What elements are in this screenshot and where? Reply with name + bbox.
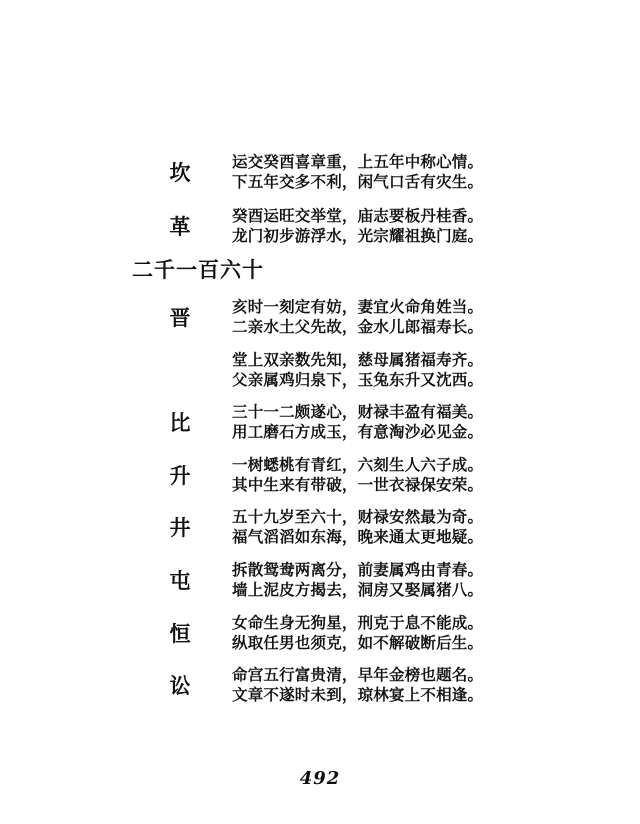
hexagram-label: 比 [169, 410, 191, 435]
verse-line: 一树蟋桃有青红，六刻生人六子成。 [232, 455, 484, 474]
verse-line: 纵取任男也须克，如不解破断后生。 [232, 633, 484, 652]
hexagram-label: 革 [169, 214, 191, 239]
verse-line: 拆散鸳鸯两离分，前妻属鸡由青春。 [232, 560, 484, 579]
hexagram-label: 晋 [169, 305, 191, 330]
hexagram-label: 恒 [169, 621, 191, 646]
verse-line: 墙上泥皮方揭去，洞房又娶属猪八。 [232, 580, 484, 599]
verse-line: 亥时一刻定有妨，妻宜火命角姓当。 [232, 297, 484, 316]
verse-line: 用工磨石方成玉，有意淘沙必见金。 [232, 422, 484, 441]
verse-line: 命宫五行富贵清，早年金榜也题名。 [232, 665, 484, 684]
verse-line: 其中生来有带破，一世衣禄保安荣。 [232, 475, 484, 494]
hexagram-label: 屯 [169, 568, 191, 593]
verse-line: 女命生身无狗星，刑克于息不能成。 [232, 613, 484, 632]
verse-line: 堂上双亲数先知，慈母属猪福寿齐。 [232, 350, 484, 369]
hexagram-label: 讼 [169, 673, 191, 698]
verse-line: 父亲属鸡归泉下，玉兔东升又沈西。 [232, 370, 484, 389]
verse-line: 癸酉运旺交举堂，庙志要板丹桂香。 [232, 206, 484, 225]
verse-line: 二亲水土父先故，金水儿郎福寿长。 [232, 317, 484, 336]
verse-line: 下五年交多不利，闲气口舌有灾生。 [232, 172, 484, 191]
verse-line: 福气滔滔如东海，晚来通太更地疑。 [232, 527, 484, 546]
verse-line: 运交癸酉喜章重，上五年中称心情。 [232, 152, 484, 171]
page-number: 492 [299, 768, 341, 789]
verse-line: 龙门初步游浮水，光宗耀祖换门庭。 [232, 226, 484, 245]
verse-line: 五十九岁至六十，财禄安然最为奇。 [232, 507, 484, 526]
hexagram-label: 坎 [169, 160, 191, 185]
verse-line: 三十一二颇遂心，财禄丰盈有福美。 [232, 402, 484, 421]
section-heading: 二千一百六十 [132, 257, 264, 282]
verse-line: 文章不遂时未到，琼林宴上不相逢。 [232, 685, 484, 704]
hexagram-label: 升 [169, 463, 191, 488]
hexagram-label: 井 [169, 515, 191, 540]
